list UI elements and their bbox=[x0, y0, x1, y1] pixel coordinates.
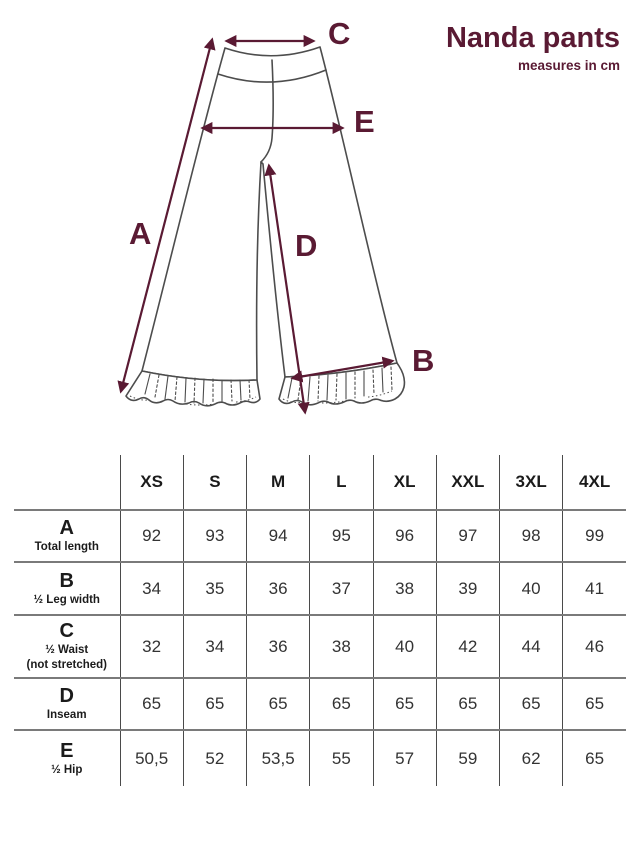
value-e-xs: 50,5 bbox=[120, 730, 183, 786]
value-d-l: 65 bbox=[310, 678, 373, 730]
value-d-xs: 65 bbox=[120, 678, 183, 730]
size-column-header-s: S bbox=[183, 455, 246, 510]
value-a-3xl: 98 bbox=[500, 510, 563, 562]
value-b-xl: 38 bbox=[373, 562, 436, 615]
measure-row-d bbox=[14, 678, 626, 730]
value-a-l: 95 bbox=[310, 510, 373, 562]
value-a-xs: 92 bbox=[120, 510, 183, 562]
row-label-a bbox=[14, 510, 120, 562]
measure-letter: A bbox=[59, 517, 74, 540]
value-b-xxl: 39 bbox=[436, 562, 499, 615]
measure-name: Inseam bbox=[46, 709, 87, 722]
value-e-s: 52 bbox=[183, 730, 246, 786]
page-subtitle: measures in cm bbox=[517, 58, 620, 73]
measure-row-e bbox=[14, 730, 626, 786]
size-column-header-3xl: 3XL bbox=[500, 455, 563, 510]
measure-letter-e: E bbox=[354, 104, 375, 139]
size-column-header-xs: XS bbox=[120, 455, 183, 510]
value-a-s: 93 bbox=[183, 510, 246, 562]
measure-letter-d: D bbox=[295, 228, 318, 263]
value-c-s: 34 bbox=[183, 615, 246, 678]
measure-letter: E bbox=[60, 739, 74, 762]
value-b-3xl: 40 bbox=[500, 562, 563, 615]
measure-name: Total length bbox=[34, 541, 99, 554]
measure-letter: B bbox=[59, 569, 74, 592]
value-a-xl: 96 bbox=[373, 510, 436, 562]
measure-name: ½ Waist bbox=[45, 644, 89, 657]
size-column-header-l: L bbox=[310, 455, 373, 510]
size-column-header-xl: XL bbox=[373, 455, 436, 510]
value-a-xxl: 97 bbox=[436, 510, 499, 562]
value-c-m: 36 bbox=[247, 615, 310, 678]
size-header-row bbox=[14, 455, 626, 510]
value-c-l: 38 bbox=[310, 615, 373, 678]
row-label-b bbox=[14, 562, 120, 615]
measure-row-b bbox=[14, 562, 626, 615]
size-column-header-4xl: 4XL bbox=[563, 455, 626, 510]
value-d-s: 65 bbox=[183, 678, 246, 730]
measure-row-c bbox=[14, 615, 626, 678]
size-column-header-xxl: XXL bbox=[436, 455, 499, 510]
measure-name: ½ Hip bbox=[51, 763, 83, 776]
value-c-xl: 40 bbox=[373, 615, 436, 678]
measure-letter: C bbox=[59, 620, 74, 643]
row-label-d bbox=[14, 678, 120, 730]
size-table bbox=[14, 455, 626, 786]
page-title: Nanda pants bbox=[445, 22, 620, 54]
value-e-4xl: 65 bbox=[563, 730, 626, 786]
value-b-4xl: 41 bbox=[563, 562, 626, 615]
value-b-s: 35 bbox=[183, 562, 246, 615]
value-d-4xl: 65 bbox=[563, 678, 626, 730]
value-b-xs: 34 bbox=[120, 562, 183, 615]
measure-letter-c: C bbox=[328, 16, 351, 51]
value-e-xl: 57 bbox=[373, 730, 436, 786]
measure-letter-a: A bbox=[129, 216, 152, 251]
table-corner-cell bbox=[14, 455, 120, 510]
value-a-4xl: 99 bbox=[563, 510, 626, 562]
measure-name: ½ Leg width bbox=[33, 593, 100, 606]
measure-letter: D bbox=[59, 685, 74, 708]
value-c-xs: 32 bbox=[120, 615, 183, 678]
value-c-4xl: 46 bbox=[563, 615, 626, 678]
value-e-l: 55 bbox=[310, 730, 373, 786]
row-label-c bbox=[14, 615, 120, 678]
measure-row-a bbox=[14, 510, 626, 562]
value-d-xxl: 65 bbox=[436, 678, 499, 730]
brand-block bbox=[446, 24, 620, 73]
row-label-e bbox=[14, 730, 120, 786]
value-d-3xl: 65 bbox=[500, 678, 563, 730]
value-a-m: 94 bbox=[247, 510, 310, 562]
value-c-xxl: 42 bbox=[436, 615, 499, 678]
value-e-3xl: 62 bbox=[500, 730, 563, 786]
value-c-3xl: 44 bbox=[500, 615, 563, 678]
value-b-l: 37 bbox=[310, 562, 373, 615]
measure-letter-b: B bbox=[412, 343, 435, 378]
value-e-m: 53,5 bbox=[247, 730, 310, 786]
value-e-xxl: 59 bbox=[436, 730, 499, 786]
pants-body-outline bbox=[142, 47, 397, 381]
value-b-m: 36 bbox=[247, 562, 310, 615]
value-d-xl: 65 bbox=[373, 678, 436, 730]
value-d-m: 65 bbox=[247, 678, 310, 730]
size-column-header-m: M bbox=[247, 455, 310, 510]
measure-note: (not stretched) bbox=[26, 659, 107, 671]
